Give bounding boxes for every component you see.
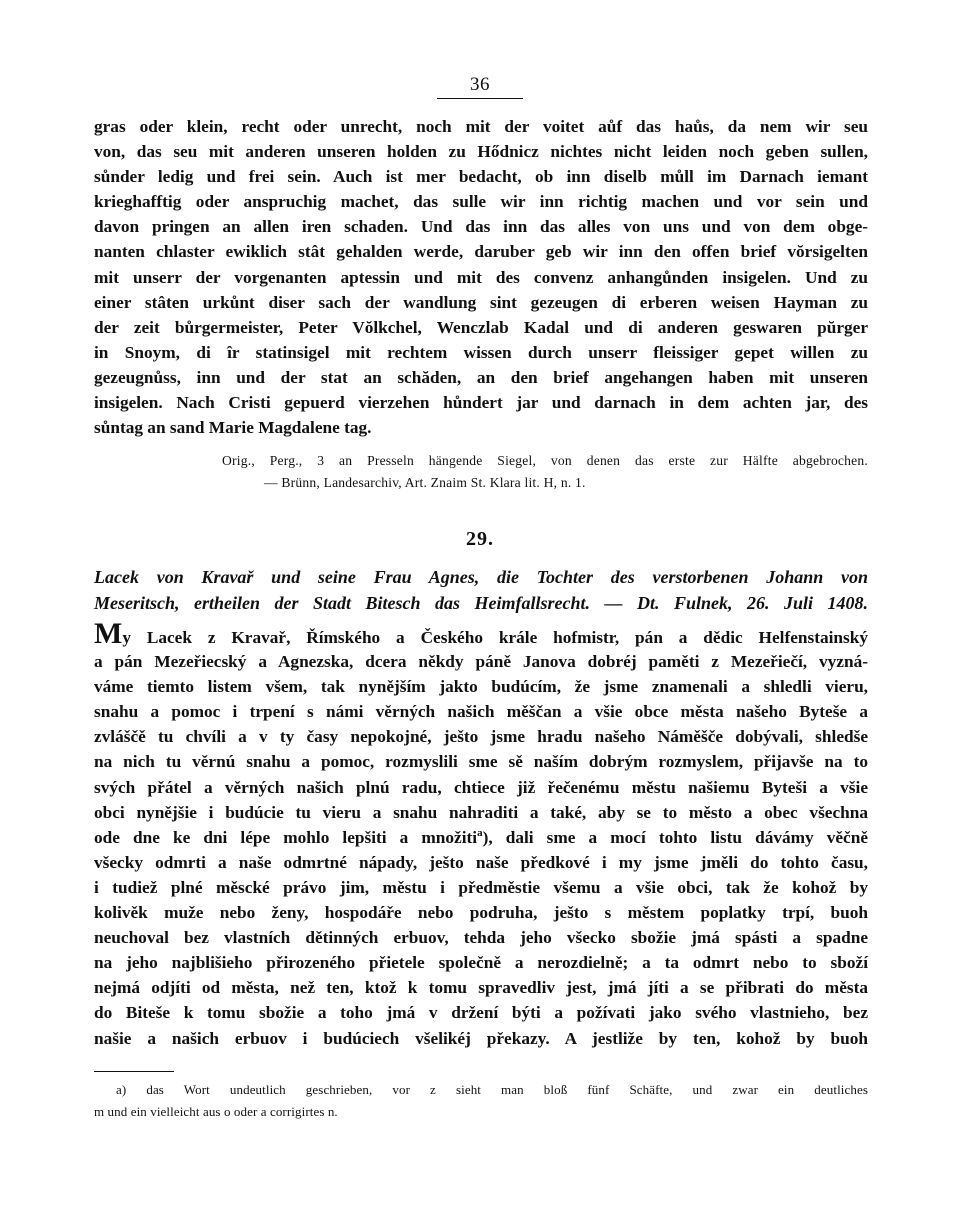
source-note-line: — Brünn, Landesarchiv, Art. Znaim St. Klara lit. H, n. 1.: [264, 475, 586, 490]
source-note-line: Orig., Perg., 3 an Presseln hängende Siegel, von denen das erste zur Hälfte abgebrochen.: [222, 453, 868, 468]
text-line: in Snoym, di îr statinsigel mit rechtem wissen durch unserr fleissiger gepet willen zu: [94, 342, 868, 362]
initial-letter: M: [94, 617, 123, 650]
text-line: krieghafftig oder anspruchig machet, das sulle wir inn richtig machen und vor sein und: [94, 192, 868, 212]
text-line-first: [94, 617, 868, 650]
text-line: nejmá odjíti od města, než ten, ktož k tomu spravedliv jest, jmá jíti a se přibrati do města: [94, 978, 868, 998]
text-line: davon pringen an allen iren schaden. Und das inn das alles von uns und von dem obge-: [94, 217, 868, 237]
text-line: svých přátel a věrných našich plnú radu, chtiece již řečenému městu našiemu Byteši a všie: [94, 777, 868, 797]
text-line: nanten chlaster ewiklich stât gehalden werde, daruber geb wir inn den offen brief vŏrsigelten: [94, 242, 868, 262]
regest-line: Meseritsch, ertheilen der Stadt Bitesch das Heimfallsrecht. — Dt. Fulnek, 26. Juli 1408.: [94, 593, 868, 613]
text-line: všecky odmrti a naše odmrtné nápady, ješto naše předkové i my jsme jměli do tohto času,: [94, 852, 868, 872]
text-line: neuchoval bez vlastních dětinných erbuov, tehda jeho všecko sbožie jmá spásti a spadne: [94, 928, 868, 948]
footnote-marker: a: [477, 826, 483, 839]
document-text: [94, 617, 868, 1051]
text-line: kolivěk muže nebo ženy, hospodáře nebo podruha, ješto s městem poplatky trpí, buoh: [94, 903, 868, 923]
text-line: našie a našich erbuov i budúciech všelikéj překazy. A jestliže by ten, kohož by buoh: [94, 1028, 868, 1048]
document-number: 29.: [466, 528, 494, 550]
text-line: gezeugnůss, inn und der stat an schăden, an den brief angehangen haben mit unseren: [94, 367, 868, 387]
text-line: a pán Mezeřiecský a Agnezska, dcera někdy páně Janova dobréj paměti z Mezeřiečí, vyzná-: [94, 652, 868, 672]
text-line: i tudiež plné měscké právo jim, městu i předměstie všemu a všie obci, tak že kohož by: [94, 877, 868, 897]
text-line: insigelen. Nach Cristi gepuerd vierzehen hůndert jar und darnach in dem achten jar, des: [94, 393, 868, 413]
text-line: na nich tu věrnú snahu a pomoc, rozmyslili sme sě naším dobrým rozmyslem, přijavše na to: [94, 752, 868, 772]
text-line: váme tiemto listem všem, tak nynějším jakto budúcím, že jsme znamenali a shledli vieru,: [94, 677, 868, 697]
text-line: zvláščě tu chvíli a v ty časy nepokojné, ješto jsme hradu našeho Náměšče dobývali, shledše: [94, 727, 868, 747]
previous-document-text: [94, 114, 868, 440]
footnote-line: m und ein vielleicht aus o oder a corrigirtes n.: [94, 1104, 338, 1119]
text-segment: ode dne ke dni lépe mohlo lepšiti a množiti: [94, 827, 478, 847]
document-regest: [94, 564, 868, 616]
text-line: der zeit bůrgermeister, Peter Vŏlkchel, Wenczlab Kadal und di anderen geswaren pŭrger: [94, 317, 868, 337]
footnote-line: a) das Wort undeutlich geschrieben, vor z sieht man bloß fünf Schäfte, und zwar ein deutliches: [116, 1082, 868, 1097]
text-line: gras oder klein, recht oder unrecht, noch mit der voitet aůf das haůs, da nem wir seu: [94, 117, 868, 136]
text-line: do Biteše k tomu sbožie a toho jmá v držení býti a požívati jako svého vlastnieho, bez: [94, 1003, 868, 1023]
footnote-rule: [94, 1071, 174, 1072]
text-line: sůnder ledig und frei sein. Auch ist mer bedacht, ob inn diselb můll im Darnach iemant: [94, 167, 868, 187]
text-line: mit unserr der vorgenanten aptessin und mit des convenz anhangůnden insigelen. Und zu: [94, 267, 868, 287]
footnote: [94, 1079, 868, 1123]
text-line-with-note: [94, 825, 868, 850]
text-line: na jeho najblišieho přirozeného přietele společně a nerozdielně; a ta odmrt nebo to sboží: [94, 953, 868, 973]
source-note: [222, 450, 868, 494]
text-line: von, das seu mit anderen unseren holden zu Hődnicz nichtes nicht leiden noch geben sullen,: [94, 142, 868, 162]
regest-line: Lacek von Kravař und seine Frau Agnes, die Tochter des verstorbenen Johann von: [94, 567, 868, 587]
first-line-text: y Lacek z Kravař, Římského a Českého krále hofmistr, pán a dědic Helfenstainský: [122, 628, 868, 647]
text-segment: ), dali sme a mocí tohto listu dávámy věčně: [482, 827, 868, 847]
text-line: sůntag an sand Marie Magdalene tag.: [94, 418, 372, 438]
text-line: snahu a pomoc i trpení s námi věrných našich měščan a všie obce města našeho Byteše a: [94, 702, 868, 722]
text-line: einer stâten urkůnt diser sach der wandlung sint gezeugen di erberen weisen Hayman zu: [94, 292, 868, 312]
page-number: 36: [470, 74, 490, 95]
text-line: obci nynějšie i budúcie tu vieru a snahu nahraditi a také, aby se to město a obec všechna: [94, 802, 868, 822]
header-rule: [437, 98, 523, 99]
